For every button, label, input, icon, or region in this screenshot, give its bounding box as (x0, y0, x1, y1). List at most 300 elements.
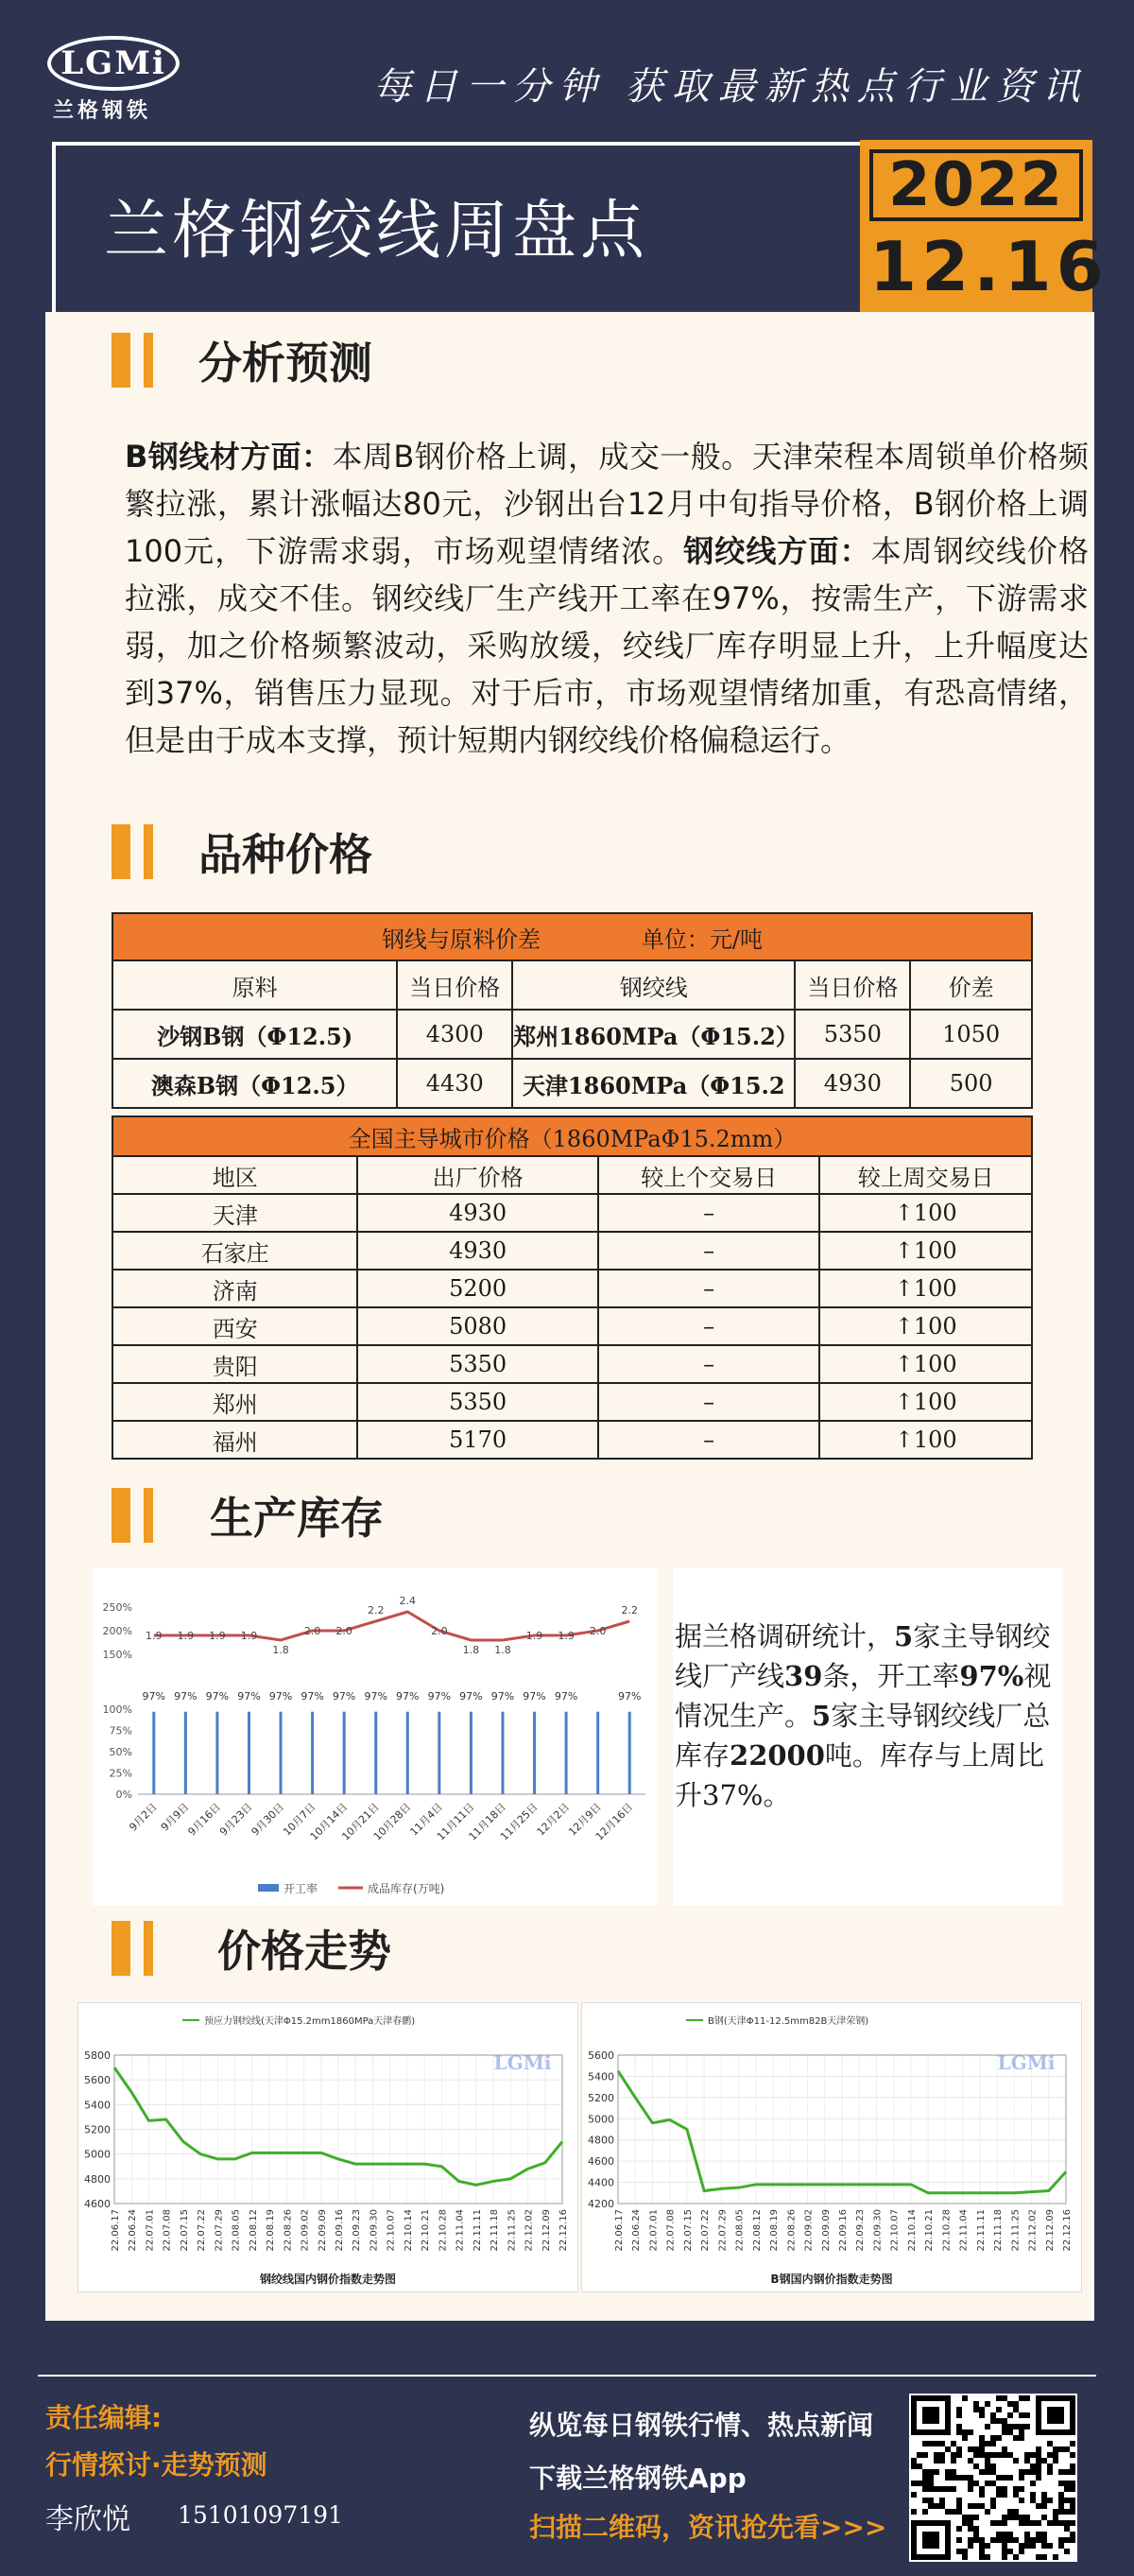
qr-module (917, 2481, 922, 2486)
y-tick-label: 4200 (588, 2198, 614, 2210)
qr-module (1053, 2446, 1058, 2452)
qr-module (1047, 2469, 1053, 2475)
qr-module (1002, 2492, 1007, 2498)
qr-module (1064, 2481, 1070, 2486)
section-title: 分析预测 (198, 337, 372, 389)
qr-module (1058, 2509, 1064, 2515)
x-tick-label: 22.08.26 (786, 2209, 798, 2252)
utilization-label: 97% (205, 1690, 230, 1703)
qr-module (951, 2475, 956, 2481)
qr-module (956, 2424, 962, 2429)
qr-module (1036, 2458, 1041, 2464)
qr-module (1036, 2475, 1041, 2481)
x-tick-label: 22.08.19 (266, 2209, 277, 2252)
qr-module (979, 2435, 985, 2441)
qr-module (990, 2435, 996, 2441)
qr-module (996, 2452, 1002, 2458)
qr-module (996, 2532, 1002, 2537)
table-row (112, 1421, 1032, 1459)
table-row (112, 1345, 1032, 1383)
logo-cn: 兰格钢铁 (53, 99, 152, 123)
qr-module (1064, 2537, 1070, 2543)
qr-module (939, 2503, 945, 2509)
header-cell: 地区 (112, 1156, 357, 1194)
qr-module (990, 2498, 996, 2503)
section-bar-icon (144, 1488, 153, 1543)
qr-module (1024, 2515, 1030, 2520)
utilization-bar (374, 1712, 377, 1794)
qr-module (1036, 2446, 1041, 2452)
chart-title: B钢(天津Φ11-12.5mm82B天津荣钢) (708, 2016, 869, 2027)
table-cell: – (598, 1345, 819, 1383)
qr-module (956, 2475, 962, 2481)
utilization-label: 97% (268, 1690, 293, 1703)
table-cell: 4300 (397, 1010, 512, 1059)
qr-module (1064, 2509, 1070, 2515)
qr-module (979, 2452, 985, 2458)
utilization-bar (501, 1712, 504, 1794)
table-cell: 西安 (112, 1307, 357, 1345)
qr-module (1019, 2429, 1024, 2435)
qr-module (1036, 2520, 1041, 2526)
qr-finder (1047, 2407, 1064, 2424)
qr-module (934, 2503, 939, 2509)
header-cell: 当日价格 (397, 960, 512, 1010)
x-tick-label: 9月23日 (216, 1800, 255, 1839)
x-tick-label: 9月16日 (185, 1800, 224, 1839)
qr-module (996, 2492, 1002, 2498)
qr-module (1007, 2549, 1013, 2554)
qr-module (1002, 2446, 1007, 2452)
x-tick-label: 22.08.05 (734, 2209, 746, 2252)
table-row (112, 1307, 1032, 1345)
qr-module (911, 2492, 917, 2498)
qr-module (1030, 2481, 1036, 2486)
qr-module (939, 2441, 945, 2446)
table-cell: – (598, 1270, 819, 1307)
x-tick-label: 22.11.11 (975, 2209, 987, 2252)
qr-module (1002, 2537, 1007, 2543)
qr-module (1058, 2543, 1064, 2549)
bottom-tick-label: 25% (109, 1767, 132, 1780)
qr-module (951, 2441, 956, 2446)
qr-module (990, 2412, 996, 2418)
legend-swatch-bar (258, 1884, 279, 1892)
qr-module (968, 2429, 973, 2435)
y-tick-label: 5400 (588, 2070, 614, 2083)
qr-module (1030, 2452, 1036, 2458)
y-tick-label: 4800 (588, 2134, 614, 2147)
qr-module (996, 2537, 1002, 2543)
qr-module (1013, 2401, 1019, 2407)
qr-module (973, 2452, 979, 2458)
qr-module (1019, 2486, 1024, 2492)
qr-module (945, 2469, 951, 2475)
page-title: 兰格钢绞线周盘点 (104, 194, 649, 268)
x-tick-label: 22.07.15 (179, 2209, 190, 2252)
utilization-bar (628, 1712, 631, 1794)
qr-module (985, 2554, 990, 2560)
utilization-label: 97% (554, 1690, 578, 1703)
header-cell: 当日价格 (795, 960, 910, 1010)
qr-module (911, 2458, 917, 2464)
qr-module (1070, 2498, 1075, 2503)
x-tick-label: 22.11.25 (507, 2209, 518, 2252)
qr-module (1041, 2498, 1047, 2503)
utilization-bar (406, 1712, 409, 1794)
qr-module (1070, 2509, 1075, 2515)
qr-module (996, 2475, 1002, 2481)
qr-code-icon (909, 2394, 1077, 2562)
utilization-label: 97% (427, 1690, 452, 1703)
watermark-logo: LGMi (997, 2051, 1056, 2074)
qr-module (934, 2458, 939, 2464)
qr-module (1041, 2543, 1047, 2549)
qr-module (973, 2503, 979, 2509)
qr-module (1019, 2395, 1024, 2401)
x-tick-label: 12月2日 (534, 1800, 573, 1839)
qr-module (1013, 2407, 1019, 2412)
qr-module (979, 2469, 985, 2475)
qr-module (1002, 2543, 1007, 2549)
header-cell: 较上个交易日 (598, 1156, 819, 1194)
x-tick-label: 22.07.08 (162, 2209, 173, 2252)
qr-module (1024, 2458, 1030, 2464)
section-title: 生产库存 (210, 1493, 384, 1544)
qr-module (951, 2509, 956, 2515)
table-cell: 4930 (357, 1232, 598, 1270)
qr-module (1019, 2469, 1024, 2475)
table-cell: 5350 (357, 1383, 598, 1421)
qr-module (1041, 2458, 1047, 2464)
section-bar-icon (144, 333, 153, 388)
qr-module (985, 2469, 990, 2475)
table-cell: 4930 (357, 1194, 598, 1232)
inventory-label: 2.4 (399, 1595, 417, 1607)
table-cell: ↑100 (819, 1383, 1032, 1421)
bsteel-price-svg (582, 2003, 1081, 2291)
y-tick-label: 4800 (84, 2172, 111, 2186)
qr-module (968, 2537, 973, 2543)
qr-module (996, 2407, 1002, 2412)
qr-module (922, 2498, 928, 2503)
qr-module (968, 2475, 973, 2481)
utilization-label: 97% (364, 1690, 387, 1703)
qr-module (1036, 2503, 1041, 2509)
x-tick-label: 22.12.09 (1044, 2209, 1056, 2252)
qr-module (1058, 2520, 1064, 2526)
qr-module (911, 2464, 917, 2469)
qr-module (973, 2446, 979, 2452)
x-tick-label: 22.07.01 (145, 2209, 156, 2252)
qr-module (1019, 2498, 1024, 2503)
qr-module (996, 2395, 1002, 2401)
qr-module (985, 2481, 990, 2486)
chart-title: 预应力钢绞线(天津Φ15.2mm1860MPa天津春鹏) (204, 2016, 416, 2027)
qr-module (1019, 2435, 1024, 2441)
qr-module (956, 2498, 962, 2503)
inventory-label: 2.0 (589, 1625, 607, 1637)
qr-module (985, 2458, 990, 2464)
x-tick-label: 22.06.17 (614, 2209, 625, 2252)
table-cell: ↑100 (819, 1270, 1032, 1307)
chart-footer: 钢绞线国内钢价指数走势图 (259, 2273, 397, 2286)
qr-module (1070, 2481, 1075, 2486)
qr-module (1053, 2515, 1058, 2520)
qr-module (1030, 2537, 1036, 2543)
x-tick-label: 11月4日 (407, 1800, 445, 1839)
utilization-label: 97% (301, 1690, 324, 1703)
x-tick-label: 22.12.16 (1062, 2209, 1073, 2252)
inventory-label: 1.9 (146, 1630, 163, 1642)
qr-module (1036, 2469, 1041, 2475)
qr-module (956, 2412, 962, 2418)
section-bar-icon (144, 1921, 153, 1976)
table-row (112, 1010, 1032, 1059)
x-tick-label: 22.06.24 (631, 2209, 643, 2252)
header-cell: 价差 (910, 960, 1032, 1010)
footer-tagline: 行情探讨·走势预测 (45, 2449, 267, 2481)
qr-module (1070, 2464, 1075, 2469)
utilization-bar (311, 1712, 314, 1794)
table-cell: – (598, 1232, 819, 1270)
x-tick-label: 22.08.05 (231, 2209, 242, 2252)
logo (47, 36, 180, 121)
summary-part: 据兰格调研统计， (675, 1620, 895, 1652)
qr-module (973, 2401, 979, 2407)
utilization-label: 97% (332, 1690, 356, 1703)
qr-module (922, 2475, 928, 2481)
qr-module (962, 2520, 968, 2526)
qr-module (1058, 2481, 1064, 2486)
y-tick-label: 5200 (84, 2123, 111, 2136)
bsteel-price-chart (581, 2002, 1082, 2292)
analysis-s-text: 本周钢绞线价格拉涨，成交不佳。钢绞线厂生产线开工率在97%，按需生产，下游需求弱，加之价格频繁波动，采购放缓，绞线厂库存明显上升，上升幅度达到37%，销售压力显现。对于后市，市场观望情绪加重，有恐高情绪，但是由于成本支撑，预计短期内钢绞线价格偏稳运行。 (125, 533, 1089, 758)
qr-module (990, 2441, 996, 2446)
qr-module (922, 2486, 928, 2492)
qr-module (1007, 2401, 1013, 2407)
strand-price-svg (78, 2003, 577, 2291)
section-bar-icon (112, 824, 130, 879)
qr-module (1024, 2412, 1030, 2418)
table-cell: – (598, 1194, 819, 1232)
table-cell: 5350 (795, 1010, 910, 1059)
analysis-paragraph (125, 433, 1089, 764)
qr-module (1047, 2452, 1053, 2458)
qr-module (968, 2520, 973, 2526)
x-tick-label: 22.10.14 (906, 2209, 918, 2252)
qr-module (1070, 2452, 1075, 2458)
x-tick-label: 22.09.23 (352, 2209, 363, 2252)
qr-module (1007, 2515, 1013, 2520)
table-header-row (112, 1156, 1032, 1194)
qr-module (1019, 2549, 1024, 2554)
x-tick-label: 22.12.09 (541, 2209, 552, 2252)
x-tick-label: 22.10.28 (438, 2209, 449, 2252)
table-cell: 沙钢B钢（Φ12.5) (112, 1010, 397, 1059)
section-bar-icon (144, 824, 153, 879)
x-tick-label: 22.09.30 (872, 2209, 884, 2252)
qr-module (922, 2469, 928, 2475)
qr-code[interactable] (909, 2394, 1077, 2562)
qr-module (1024, 2543, 1030, 2549)
slogan: 每日一分钟 获取最新热点行业资讯 (373, 65, 1089, 109)
qr-module (973, 2481, 979, 2486)
summary-number: 39 (784, 1660, 823, 1692)
table-cell: 4430 (397, 1059, 512, 1108)
table-cell: ↑100 (819, 1194, 1032, 1232)
header-cell: 原料 (112, 960, 397, 1010)
utilization-label: 97% (617, 1690, 642, 1703)
table-row (112, 1232, 1032, 1270)
table-cell: 5170 (357, 1421, 598, 1459)
qr-module (968, 2446, 973, 2452)
inventory-label: 2.0 (431, 1625, 448, 1637)
x-tick-label: 10月7日 (281, 1800, 318, 1839)
table-cell: 5200 (357, 1270, 598, 1307)
qr-module (979, 2446, 985, 2452)
x-tick-label: 10月21日 (339, 1800, 382, 1843)
qr-module (985, 2401, 990, 2407)
qr-module (1019, 2515, 1024, 2520)
qr-module (1064, 2549, 1070, 2554)
qr-module (922, 2481, 928, 2486)
table-cell: – (598, 1383, 819, 1421)
qr-module (956, 2549, 962, 2554)
qr-module (1030, 2543, 1036, 2549)
x-tick-label: 22.06.17 (111, 2209, 121, 2252)
qr-module (1064, 2446, 1070, 2452)
qr-module (1058, 2503, 1064, 2509)
inventory-label: 1.9 (240, 1630, 258, 1642)
qr-module (956, 2446, 962, 2452)
bottom-tick-label: 50% (109, 1746, 132, 1758)
inventory-label: 1.9 (177, 1630, 195, 1642)
qr-module (968, 2515, 973, 2520)
section-title: 价格走势 (217, 1926, 391, 1977)
date-badge (860, 140, 1108, 316)
y-tick-label: 4400 (588, 2176, 614, 2189)
summary-number: 22000 (730, 1739, 825, 1772)
qr-module (956, 2526, 962, 2532)
y-tick-label: 5400 (84, 2099, 111, 2112)
qr-module (928, 2486, 934, 2492)
utilization-label: 97% (490, 1690, 515, 1703)
qr-module (979, 2537, 985, 2543)
table-cell: ↑100 (819, 1421, 1032, 1459)
x-tick-label: 22.09.23 (855, 2209, 867, 2252)
qr-module (1007, 2537, 1013, 2543)
table-cell: 福州 (112, 1421, 357, 1459)
qr-module (956, 2503, 962, 2509)
qr-module (979, 2549, 985, 2554)
qr-module (934, 2452, 939, 2458)
qr-module (979, 2503, 985, 2509)
qr-module (928, 2441, 934, 2446)
qr-module (985, 2452, 990, 2458)
summary-part: 条，开工率 (822, 1660, 960, 1692)
qr-module (939, 2452, 945, 2458)
qr-module (1007, 2532, 1013, 2537)
qr-module (990, 2520, 996, 2526)
x-tick-label: 22.11.04 (455, 2209, 466, 2252)
qr-module (1047, 2498, 1053, 2503)
qr-module (951, 2486, 956, 2492)
qr-module (951, 2452, 956, 2458)
qr-module (968, 2481, 973, 2486)
y-tick-label: 5600 (84, 2074, 111, 2087)
inventory-label: 1.9 (209, 1630, 226, 1642)
qr-module (1064, 2520, 1070, 2526)
x-tick-label: 22.09.16 (335, 2209, 345, 2252)
x-tick-label: 22.08.19 (769, 2209, 781, 2252)
qr-module (1024, 2395, 1030, 2401)
qr-module (1053, 2452, 1058, 2458)
table-cell: ↑100 (819, 1345, 1032, 1383)
qr-module (962, 2435, 968, 2441)
x-tick-label: 22.11.25 (1010, 2209, 1022, 2252)
x-tick-label: 22.12.02 (1027, 2209, 1039, 2252)
top-tick-label: 150% (102, 1649, 132, 1661)
footer-line-3: 扫描二维码，资讯抢先看>>> (529, 2512, 887, 2543)
utilization-bar (184, 1712, 187, 1794)
qr-module (1019, 2520, 1024, 2526)
table-row (112, 1059, 1032, 1108)
utilization-bar (215, 1712, 218, 1794)
x-tick-label: 9月30日 (249, 1800, 287, 1839)
footer-line-2: 下载兰格钢铁App (529, 2463, 747, 2494)
qr-module (979, 2554, 985, 2560)
qr-module (1047, 2441, 1053, 2446)
qr-module (1058, 2492, 1064, 2498)
table-header-row (112, 960, 1032, 1010)
x-tick-label: 22.07.22 (197, 2209, 208, 2252)
qr-module (922, 2509, 928, 2515)
production-summary (673, 1567, 1062, 1906)
x-tick-label: 22.11.18 (993, 2209, 1005, 2252)
inventory-label: 1.8 (494, 1644, 511, 1656)
qr-module (945, 2475, 951, 2481)
qr-module (1007, 2475, 1013, 2481)
qr-module (968, 2458, 973, 2464)
qr-module (956, 2537, 962, 2543)
x-tick-label: 10月28日 (370, 1800, 414, 1843)
top-tick-label: 250% (102, 1601, 132, 1614)
qr-module (1070, 2503, 1075, 2509)
header-cell: 出厂价格 (357, 1156, 598, 1194)
qr-module (985, 2464, 990, 2469)
qr-module (996, 2486, 1002, 2492)
utilization-bar (533, 1712, 536, 1794)
qr-module (1053, 2520, 1058, 2526)
qr-module (1024, 2424, 1030, 2429)
qr-module (968, 2486, 973, 2492)
table-cell: 济南 (112, 1270, 357, 1307)
qr-module (917, 2452, 922, 2458)
x-tick-label: 22.08.12 (248, 2209, 259, 2252)
qr-module (1064, 2486, 1070, 2492)
qr-module (928, 2498, 934, 2503)
qr-module (962, 2515, 968, 2520)
qr-module (1002, 2549, 1007, 2554)
qr-module (968, 2543, 973, 2549)
x-tick-label: 10月14日 (307, 1800, 351, 1843)
utilization-bar (343, 1712, 346, 1794)
utilization-label: 97% (459, 1690, 483, 1703)
x-tick-label: 22.12.02 (524, 2209, 535, 2252)
top-tick-label: 200% (102, 1625, 132, 1637)
qr-module (973, 2537, 979, 2543)
